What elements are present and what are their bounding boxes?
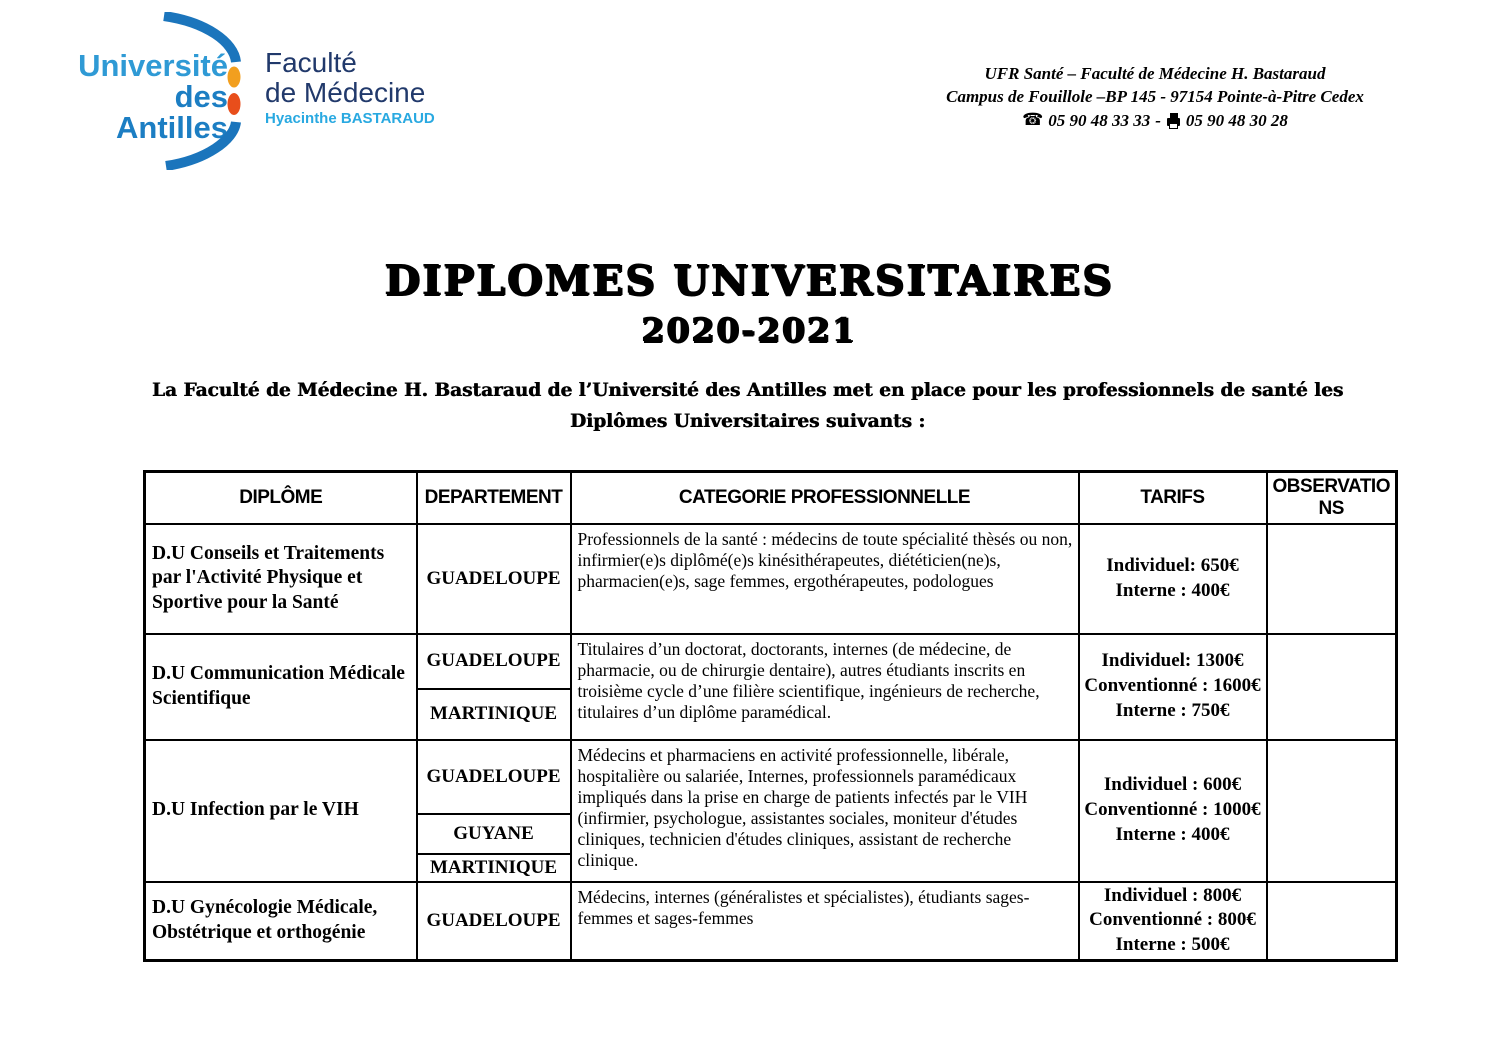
tarif-line: Individuel: 1300€ (1101, 650, 1244, 672)
table-header-row (145, 472, 1397, 524)
letterhead-line2: Campus de Fouillole –BP 145 - 97154 Pointe-à-Pitre Cedex (946, 87, 1364, 107)
fax-number: 05 90 48 30 28 (1185, 110, 1288, 130)
title-year: 2020-2021 (640, 310, 857, 349)
observations-cell (1267, 740, 1397, 882)
diplome-cell: D.U Infection par le VIH (145, 740, 417, 882)
tarif-line: Interne : 400€ (1115, 823, 1230, 845)
diplome-cell: D.U Conseils et Traitements par l'Activité Physique et Sportive pour la Santé (145, 524, 417, 634)
diplome-cell: D.U Gynécologie Médicale, Obstétrique et orthogénie (145, 882, 417, 961)
table-row (145, 882, 1397, 961)
departement-cell: GUADELOUPE (417, 634, 571, 689)
header-tarifs: TARIFS (1079, 472, 1267, 524)
tarif-line: Individuel : 600€ (1103, 774, 1242, 796)
departement-cell: GUADELOUPE (417, 524, 571, 634)
letterhead-line1: UFR Santé – Faculté de Médecine H. Bastaraud (984, 64, 1326, 83)
tarifs-cell (1079, 634, 1267, 740)
observations-cell (1267, 882, 1397, 961)
departement-cell: GUADELOUPE (417, 740, 571, 814)
diplome-cell: D.U Communication Médicale Scientifique (145, 634, 417, 740)
tarifs-cell (1079, 740, 1267, 882)
tarif-line: Conventionné : 1000€ (1084, 799, 1261, 821)
header-diplome: DIPLÔME (145, 472, 417, 524)
observations-cell (1267, 634, 1397, 740)
orange-dot-icon (228, 67, 241, 88)
faculty-line1: Faculté (265, 47, 357, 78)
university-name-line1: Université (78, 48, 228, 83)
title-text: DIPLOMES UNIVERSITAIRES (383, 256, 1114, 304)
parenthesis-arc-icon (158, 12, 250, 170)
table-row (145, 634, 1397, 689)
phone-number: 05 90 48 33 33 (1048, 110, 1151, 130)
diplomas-table (143, 470, 1398, 962)
tarifs-cell (1079, 882, 1267, 961)
departement-cell: GUADELOUPE (417, 882, 571, 961)
document-title (0, 256, 1497, 349)
tarif-line: Interne : 500€ (1115, 933, 1230, 955)
faculty-wordmark (265, 48, 435, 127)
tarifs-cell (1079, 524, 1267, 634)
fax-icon (1166, 113, 1181, 129)
tarif-line: Conventionné : 800€ (1089, 909, 1256, 931)
departement-cell: MARTINIQUE (417, 854, 571, 882)
categorie-cell: Médecins et pharmaciens en activité professionnelle, libérale, hospitalière ou salariée, Internes, professionnels paramédicaux impliqués dans la prise en charge de patients infectés par le VIH (infirmier, psychologue, assistantes sociales, moniteur d'études cliniques, technicien d'études cliniques, assistant de recherche clinique. (571, 740, 1079, 882)
contact-separator: - (1155, 110, 1161, 130)
categorie-cell: Titulaires d’un doctorat, doctorants, internes (de médecine, de pharmacie, ou de chirurgie dentaire), autres étudiants inscrits en troisième cycle d’une filière scientifique, ingénieurs de recherche, titulaires d’un diplôme paramédical. (571, 634, 1079, 740)
tarif-line: Individuel : 800€ (1103, 884, 1242, 906)
faculty-line2: de Médecine (265, 76, 426, 108)
phone-icon: ☎ (1022, 110, 1044, 131)
table-row (145, 524, 1397, 634)
departement-cell: GUYANE (417, 814, 571, 854)
intro-paragraph: La Faculté de Médecine H. Bastaraud de l’Université des Antilles met en place pour les professionnels de santé les Diplômes Universitaires suivants : (151, 380, 1344, 432)
header-categorie: CATEGORIE PROFESSIONNELLE (571, 472, 1079, 524)
red-dot-icon (228, 93, 241, 115)
university-name-line2: des Antilles (116, 79, 228, 145)
letterhead-contact-line (905, 109, 1405, 132)
university-logo (70, 8, 490, 168)
header-departement: DEPARTEMENT (417, 472, 571, 524)
categorie-cell: Médecins, internes (généralistes et spécialistes), étudiants sages-femmes et sages-femmes (571, 882, 1079, 961)
tarif-line: Conventionné : 1600€ (1084, 675, 1261, 697)
observations-cell (1267, 524, 1397, 634)
tarif-line: Interne : 750€ (1115, 699, 1230, 721)
tarif-line: Interne : 400€ (1115, 579, 1230, 601)
table-row (145, 740, 1397, 814)
faculty-line3: Hyacinthe BASTARAUD (265, 110, 435, 128)
header-observations: OBSERVATIONS (1267, 472, 1397, 524)
departement-cell: MARTINIQUE (417, 689, 571, 740)
categorie-cell: Professionnels de la santé : médecins de toute spécialité thèsés ou non, infirmier(e)s diplômé(e)s kinésithérapeutes, diététicien(ne)s, pharmacien(e)s, sage femmes, ergothérapeutes, podologues (571, 524, 1079, 634)
letterhead (905, 62, 1405, 132)
tarif-line: Individuel: 650€ (1106, 554, 1239, 576)
